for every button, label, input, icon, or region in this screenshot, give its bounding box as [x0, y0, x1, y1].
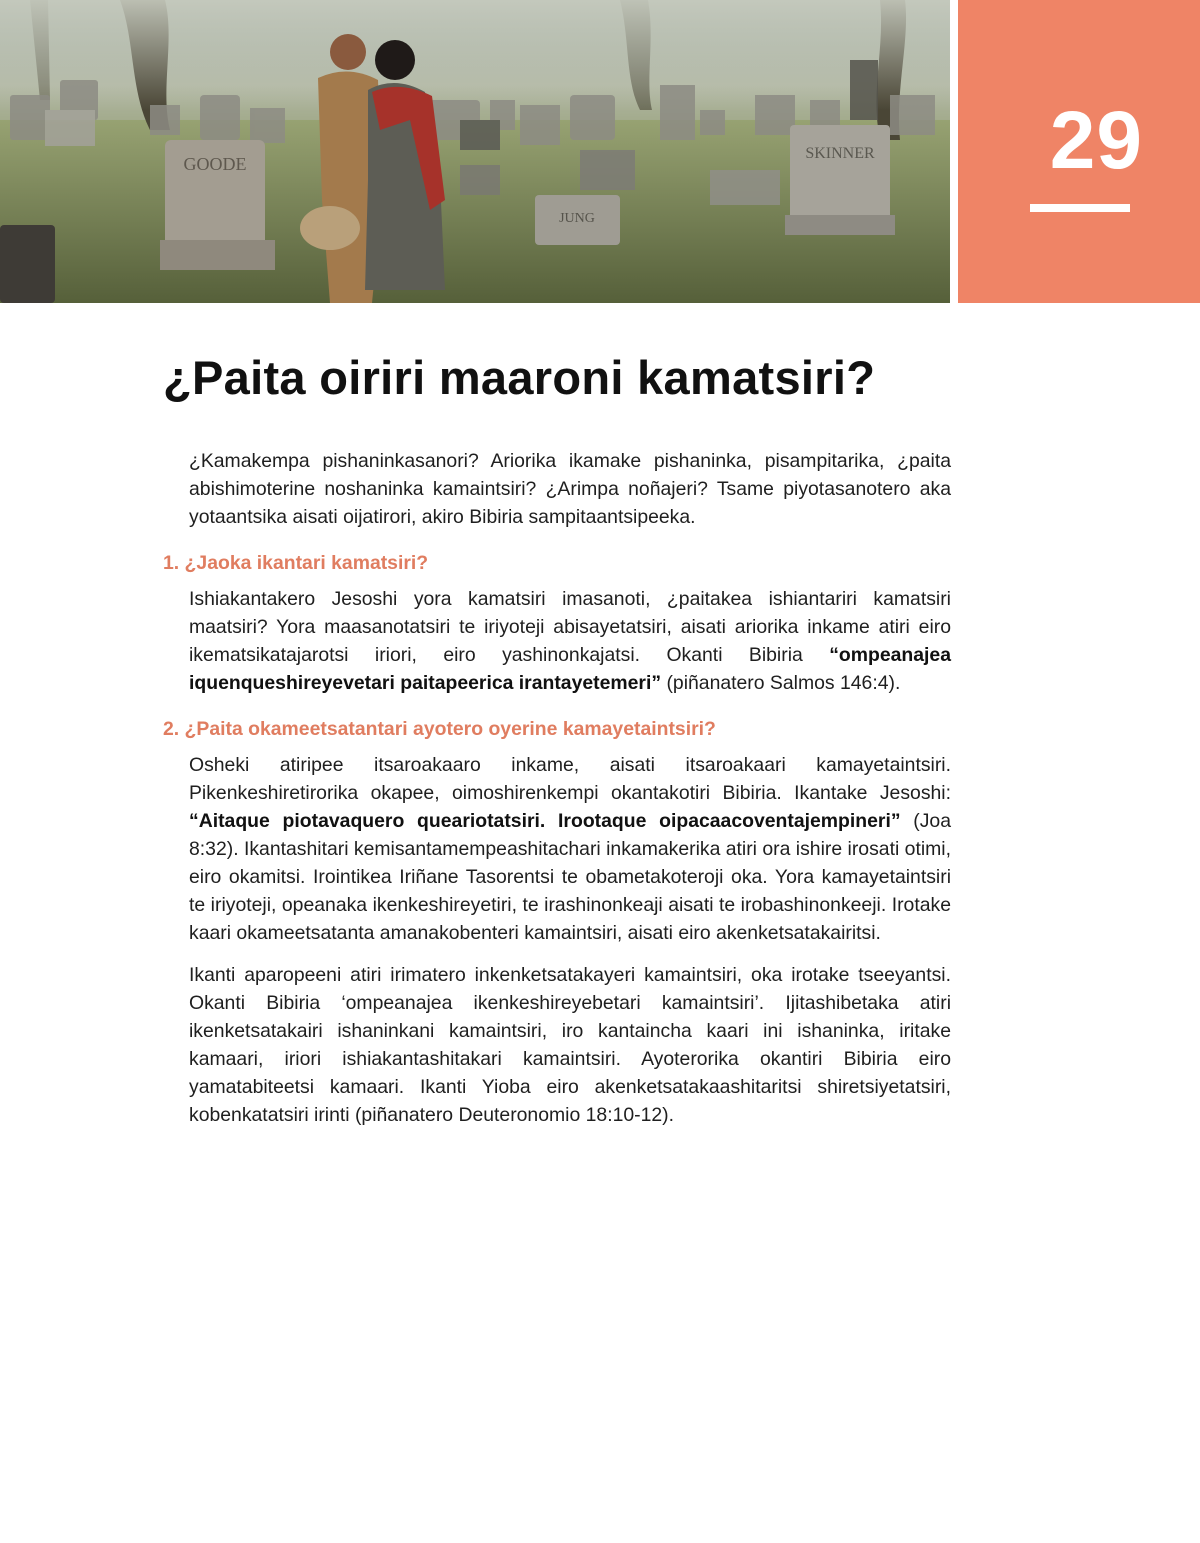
scripture-quote-salmos: “ompeanajea iquenqueshireyevetari paitapeerica irantayetemeri”	[189, 644, 951, 694]
tombstone-skinner	[785, 125, 895, 235]
question-1-text: Ishiakantakero Jesoshi yora kamatsiri imasanoti, ¿paitakea ishiantariri kamatsiri maatsiri? Yora maasanotatsiri te iriyoteji abisayetatsiri, aisati ariorika inkame atiri eiro ikematsikatajarotsi iriori, eiro yashinonkajatsi. Okanti Bibiria	[189, 588, 951, 666]
lesson-number-underline	[1030, 204, 1130, 212]
lesson-content	[163, 447, 951, 1143]
tombstone-jung	[535, 195, 620, 245]
question-2-continuation: (Joa 8:32). Ikantashitari kemisantamempeashitachari inkamakerika atiri ora ishire irosati otimi, eiro okamitsi. Irointikea Iriñane Tasorentsi te obametakoteroji oka. Yora kamayetaintsiri te iriyoteji, opeanaka ikenkeshireyetiri, te irashinonkeaji aisati te irobashinonkeeji. Irotake kaari okameetsatanta amanakobenteri kamaintsiri, aisati eiro akenketsatakairitsi.	[189, 810, 952, 944]
page-title: ¿Paita oiriri maaroni kamatsiri?	[163, 351, 876, 404]
scripture-quote-juan: “Aitaque piotavaquero queariotatsiri. Irootaque oipacaacoventajempineri”	[189, 810, 901, 832]
question-2-heading: 2. ¿Paita okameetsatantari ayotero oyerine kamayetaintsiri?	[163, 718, 716, 740]
tombstone-goode	[160, 140, 275, 270]
svg-text:JUNG: JUNG	[559, 211, 595, 226]
question-1-heading: 1. ¿Jaoka ikantari kamatsiri?	[163, 552, 429, 574]
question-2-paragraph-2: Ikanti aparopeeni atiri irimatero inkenketsatakayeri kamaintsiri, oka irotake tseeyantsi. Okanti Bibiria ‘ompeanajea ikenkeshireyebetari kamaintsiri’. Ijitashibetaka atiri ikenketsatakairi ishaninkani kamaintsiri, iro kantaincha kaari ini ishaninka, iritake kamaari, iriori ishiakantashitakari kamaintsiri. Ayoterorika okantiri Bibiria eiro yamatabiteetsi kamaari. Ikanti Yioba eiro akenketsatakaashitaritsi shiretsiyetatsiri, kobenkatatsiri irinti (piñanatero Deuteronomio 18:10-12).	[189, 964, 951, 1126]
hero-photo	[0, 0, 950, 303]
question-2-paragraph-1	[189, 751, 951, 947]
lesson-number: 29	[1049, 95, 1143, 186]
scripture-reference-salmos: (piñanatero Salmos 146:4).	[661, 672, 901, 694]
question-1-paragraph	[189, 585, 951, 697]
svg-text:GOODE: GOODE	[183, 154, 247, 174]
intro-paragraph: ¿Kamakempa pishaninkasanori? Ariorika ikamake pishaninka, pisampitarika, ¿paita abishimoterine noshaninka kamaintsiri? ¿Arimpa noñajeri? Tsame piyotasanotero aka yotaantsika aisati oijatirori, akiro Bibiria sampitaantsipeeka.	[189, 450, 951, 528]
svg-text:SKINNER: SKINNER	[805, 145, 875, 162]
question-2-text: Osheki atiripee itsaroakaaro inkame, aisati itsaroakaari kamayetaintsiri. Pikenkeshiretirorika okapee, oimoshirenkempi okantakotiri Bibiria. Ikantake Jesoshi:	[189, 754, 951, 804]
cemetery-illustration	[0, 0, 950, 303]
lesson-badge	[958, 0, 1200, 303]
